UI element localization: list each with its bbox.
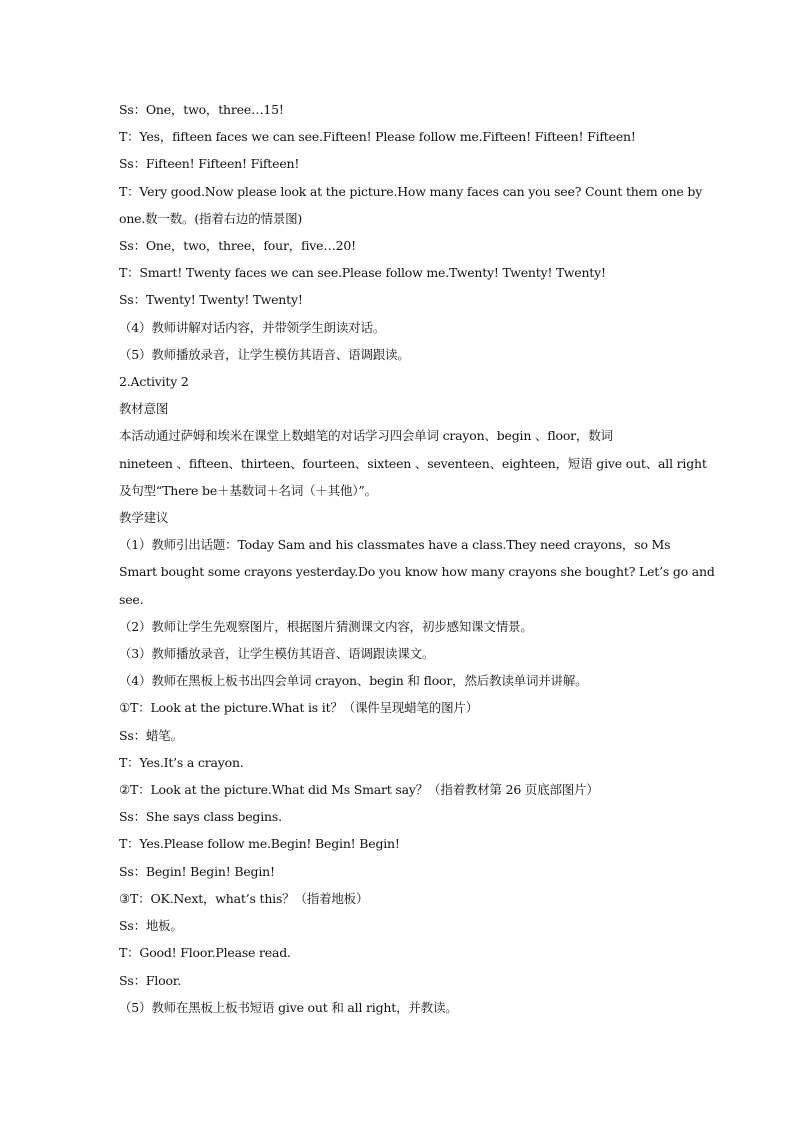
text-line: （4）教师在黑板上板书出四会单词 crayon、begin 和 floor，然后教读单词并讲解。 [119, 673, 588, 689]
text-line: Ss：地板。 [119, 918, 183, 934]
subsection-heading: 教学建议 [119, 510, 169, 526]
text-line: Ss：Begin! Begin! Begin! [119, 863, 275, 879]
text-line: Ss：One，two，three…15! [119, 102, 284, 117]
text-line: ①T：Look at the picture.What is it？（课件呈现蜡笔的图片） [119, 700, 479, 716]
section-heading: 2.Activity 2 [119, 374, 189, 390]
text-line: Smart bought some crayons yesterday.Do you know how many crayons she bought? Let’s go and [119, 564, 715, 580]
text-line: （2）教师让学生先观察图片，根据图片猜测课文内容，初步感知课文情景。 [119, 618, 533, 634]
text-line: nineteen 、fifteen、thirteen、fourteen、sixteen 、seventeen、eighteen，短语 give out、all right [119, 455, 707, 471]
text-line: ②T：Look at the picture.What did Ms Smart say？（指着教材第 26 页底部图片） [119, 782, 599, 798]
text-line: 及句型“There be＋基数词＋名词（＋其他）”。 [119, 482, 377, 498]
text-line: Ss：She says class begins. [119, 809, 282, 825]
text-line: （3）教师播放录音，让学生模仿其语音、语调跟读课文。 [119, 646, 435, 662]
text-line: T：Good! Floor.Please read. [119, 945, 291, 961]
text-line: （4）教师讲解对话内容，并带领学生朗读对话。 [119, 319, 386, 335]
text-line: 本活动通过萨姆和埃米在课堂上数蜡笔的对话学习四会单词 crayon、begin 、floor，数词 [119, 428, 613, 444]
text-line: Ss：蜡笔。 [119, 727, 183, 743]
text-line: （5）教师播放录音，让学生模仿其语音、语调跟读。 [119, 346, 410, 362]
text-line: T：Very good.Now please look at the picture.How many faces can you see? Count them one by [119, 183, 703, 199]
text-line: （1）教师引出话题：Today Sam and his classmates have a class.They need crayons，so Ms [119, 537, 671, 553]
document-page [119, 96, 715, 1021]
subsection-heading: 教材意图 [119, 401, 169, 417]
text-line: see. [119, 591, 144, 607]
text-line: ③T：OK.Next，what’s this？（指着地板） [119, 890, 369, 906]
text-line: Ss：Twenty! Twenty! Twenty! [119, 292, 303, 308]
text-line: Ss：One，two，three，four，five…20! [119, 238, 356, 254]
text-line: T：Smart! Twenty faces we can see.Please follow me.Twenty! Twenty! Twenty! [119, 265, 606, 281]
text-line: T：Yes，fifteen faces we can see.Fifteen! Please follow me.Fifteen! Fifteen! Fifteen! [119, 129, 636, 145]
text-line: Ss：Floor. [119, 972, 181, 988]
text-line: （5）教师在黑板上板书短语 give out 和 all right，并教读。 [119, 999, 458, 1015]
text-line: T：Yes.Please follow me.Begin! Begin! Begin! [119, 836, 400, 852]
text-line: T：Yes.It’s a crayon. [119, 754, 244, 770]
text-line: Ss：Fifteen! Fifteen! Fifteen! [119, 156, 300, 172]
text-line: one.数一数。(指着右边的情景图) [119, 210, 303, 226]
